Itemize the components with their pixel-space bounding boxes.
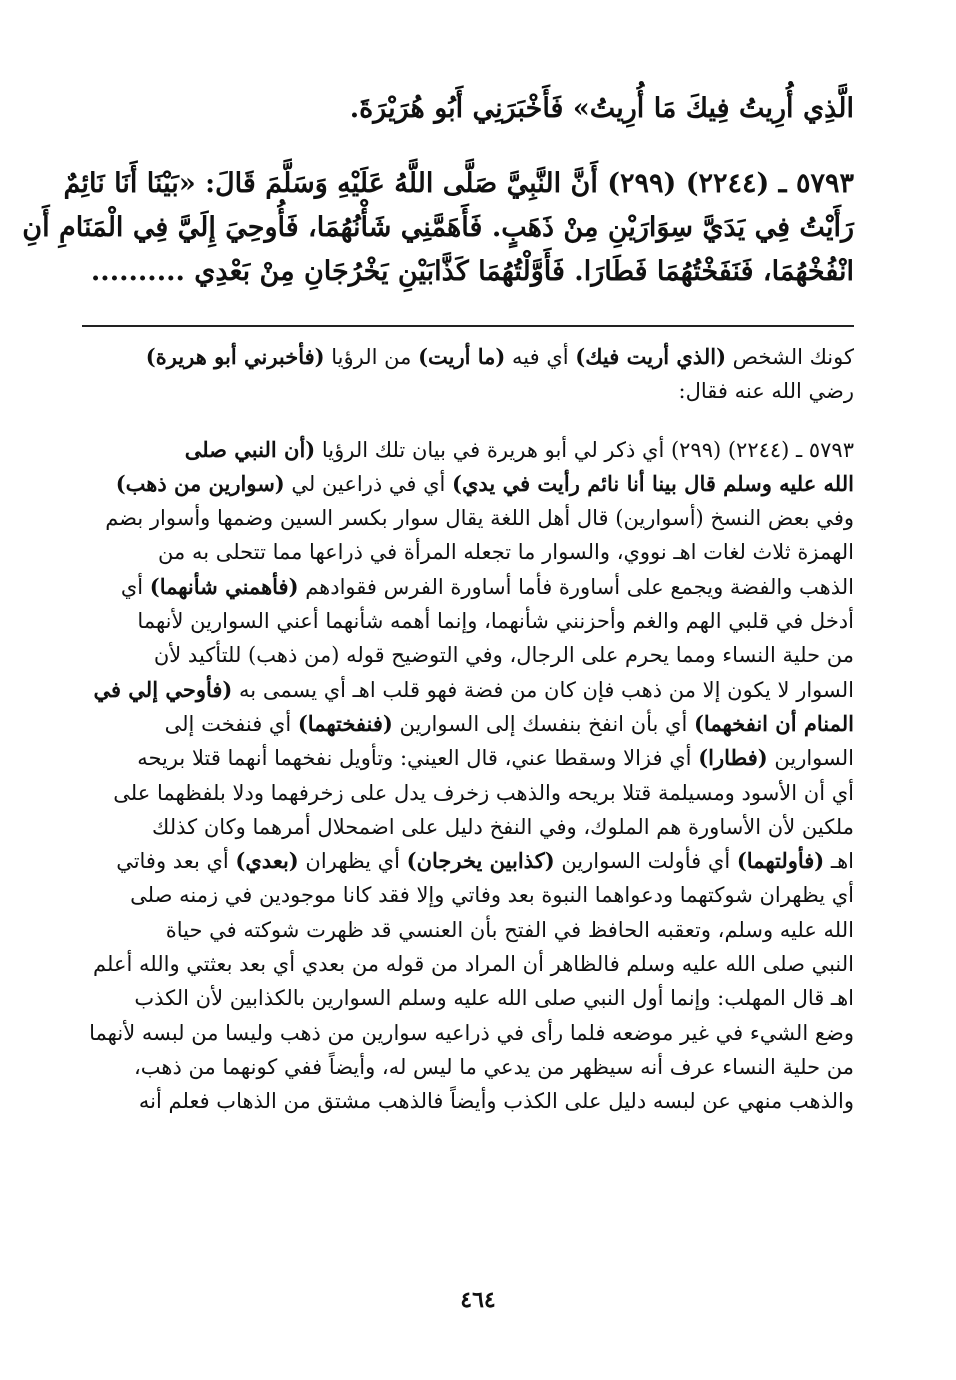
text-run: أي: [120, 574, 150, 599]
text-run: والذهب منهي عن لبسه دليل على الكذب وأيضاً فالذهب مشتق من الذهاب فعلم أنه: [138, 1089, 854, 1114]
commentary-line: [82, 467, 854, 501]
bold-quote: (الذي أريت فيك): [575, 344, 726, 369]
text-run: رضي الله عنه فقال:: [678, 379, 854, 404]
commentary-line: [82, 570, 854, 604]
commentary-line: [82, 604, 854, 638]
bold-quote: (سوارين من ذهب): [115, 470, 285, 496]
text-run: وفي بعض النسخ (أسوارين) قال أهل اللغة يقال سوار بكسر السين وضمها وأسوار بضم: [105, 506, 854, 531]
text-run: أدخل في قلبي الهم والغم وأحزنني شأنهما، وإنما أهمه شأنهما أعني السوارين لأنهما: [137, 609, 854, 634]
bold-quote: (بعدي): [235, 848, 299, 874]
bold-quote: (فطارا): [698, 745, 768, 771]
commentary-line: [82, 535, 854, 569]
text-run: أي فيه: [505, 345, 576, 369]
commentary-line: [82, 981, 854, 1015]
footnote-divider: [82, 325, 854, 327]
commentary-line: [82, 638, 854, 672]
bold-quote: الله عليه وسلم قال بينا أنا نائم رأيت في يدي): [452, 470, 854, 496]
text-run: من حلية النساء ومما يحرم على الرجال، وفي التوضيح قوله (من ذهب) للتأكيد لأن: [153, 643, 854, 668]
commentary-line: [82, 947, 854, 981]
bold-quote: (ما أريت): [418, 344, 506, 369]
hadith-line: رَأَيْتُ فِي يَدَيَّ سِوَارَيْنِ مِنْ ذَهَبٍ. فَأَهَمَّنِي شَأْنُهُمَا، فَأُوحِيَ إِلَيَّ فِي الْمَنَامِ أَنِ: [22, 212, 854, 243]
bold-quote: المنام أن انفخهما): [693, 710, 854, 736]
text-run: أي بأن انفخ بنفسك إلى السوارين: [392, 711, 694, 736]
commentary-line: [82, 374, 854, 408]
text-run: اهـ: [824, 849, 854, 874]
text-run: أي فنفخت إلى: [164, 711, 298, 736]
text-run: ٥٧٩٣ ـ (٢٢٤٤) (٢٩٩) أي ذكر لي أبو هريرة في بيان تلك الرؤيا: [315, 437, 854, 462]
bold-quote: (فأوحي إلي في: [93, 676, 233, 702]
commentary-line: [82, 1050, 854, 1084]
text-run: الذهب والفضة ويجمع على أساورة فأما أساورة الفرس فقوادهم: [298, 574, 854, 599]
commentary-line: [82, 741, 854, 775]
text-run: السوارين: [767, 746, 854, 771]
hadith-line: انْفُخْهُمَا، فَنَفَخْتُهُمَا فَطَارَا. فَأَوَّلْتُهُمَا كَذَّابَيْنِ يَخْرُجَانِ مِنْ بَعْدِي ..........: [90, 256, 854, 287]
bold-quote: (فأولتهما): [736, 848, 825, 874]
commentary-line: [82, 1016, 854, 1050]
paragraph-gap: [82, 409, 854, 433]
text-run: الله عليه وسلم، وتعقبه الحافظ في الفتح بأن العنسي قد ظهرت شوكته في حياة: [165, 917, 854, 942]
text-run: أي يظهران شوكتهما ودعواهما النبوة بعد وفاتي وإلا فقد كانا موجودين في زمنه صلى: [130, 883, 854, 908]
commentary-line: [82, 1084, 854, 1118]
text-run: أي فزالا وسقطا عني، قال العيني: وتأويل نفخهما أنهما قتلا بريحه: [137, 746, 699, 771]
text-run: أي فأولت السوارين: [554, 849, 737, 874]
hadith-line: الَّذِي أُرِيتُ فِيكَ مَا أُرِيتُ» فَأَخْبَرَنِي أَبُو هُرَيْرَةَ.: [349, 93, 854, 124]
commentary-paragraph-2: [82, 433, 854, 1119]
text-run: أي بعد وفاتي: [116, 849, 236, 874]
commentary-block: [82, 340, 854, 1119]
bold-quote: (فنفختهما): [297, 710, 393, 736]
commentary-line: [82, 878, 854, 912]
commentary-line: [82, 776, 854, 810]
commentary-line: [82, 340, 854, 374]
text-run: الهمزة ثلاث لغات اهـ نووي، والسوار ما تجعله المرأة في ذراعها مما تتحلى به من: [158, 540, 854, 565]
text-run: من الرؤيا: [324, 345, 419, 369]
bold-quote: (فأخبرني أبو هريرة): [145, 344, 325, 369]
commentary-line: [82, 810, 854, 844]
commentary-line: [82, 673, 854, 707]
commentary-line: [82, 433, 854, 467]
text-run: أي أن الأسود ومسيلمة قتلا بريحه والذهب زخرف يدل على زخرفهما ودلا بلفظهما على: [113, 780, 854, 805]
bold-quote: (أن النبي صلى: [184, 436, 316, 462]
text-run: وضع الشيء في غير موضعه فلما رأى في ذراعيه سوارين من ذهب وليسا من لبسه لأنهما: [89, 1020, 854, 1045]
commentary-paragraph-1: [82, 340, 854, 409]
text-run: اهـ قال المهلب: وإنما أول النبي صلى الله عليه وسلم السوارين بالكذابين لأن الكذب: [134, 986, 854, 1011]
page-number: ٤٦٤: [460, 1287, 496, 1313]
commentary-line: [82, 707, 854, 741]
bold-quote: (فأهمني شأنهما): [149, 573, 299, 599]
bold-quote: (كذابين يخرجان): [406, 848, 555, 874]
text-run: كونك الشخص: [726, 345, 854, 369]
text-run: السوار لا يكون إلا من ذهب فإن كان من فضة فهو قلب اهـ أي يسمى به: [232, 677, 854, 702]
text-run: النبي صلى الله عليه وسلم فالظاهر أن المراد من قوله من بعدي أي بعد بعثتي والله أعلم: [93, 952, 854, 977]
text-run: أي في ذراعين لي: [284, 471, 453, 496]
text-run: من حلية النساء عرف أنه سيظهر من يدعي ما ليس له، وأيضاً ففي كونهما من ذهب،: [133, 1054, 854, 1079]
commentary-line: [82, 913, 854, 947]
hadith-line: ٥٧٩٣ ـ (٢٢٤٤) (٢٩٩) أَنَّ النَّبِيَّ صَلَّى اللَّهُ عَلَيْهِ وَسَلَّمَ قَالَ: «بَيْنَا أَنَا نَائِمٌ: [63, 168, 854, 199]
text-run: أي يظهران: [298, 849, 407, 874]
hadith-text-block: [22, 92, 854, 294]
commentary-line: [82, 501, 854, 535]
commentary-line: [82, 844, 854, 878]
text-run: ملكين لأن الأساورة هم الملوك، وفي النفخ دليل على اضمحلال أمرهما وكان كذلك: [152, 814, 854, 839]
